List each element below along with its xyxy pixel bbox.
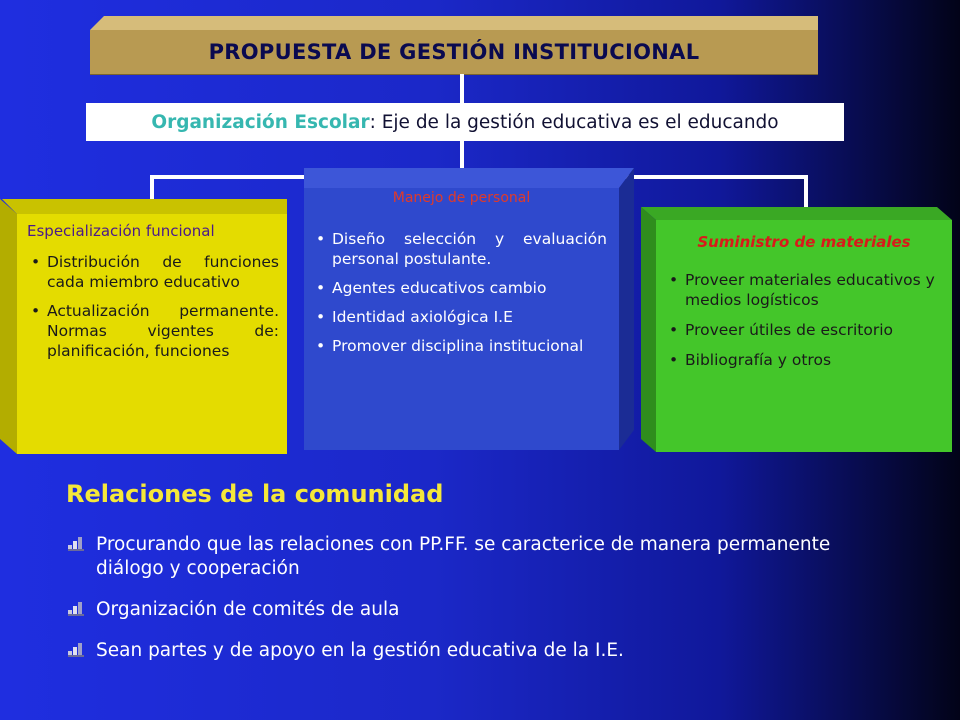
title-box-top-face — [90, 16, 818, 30]
list-item: • Proveer útiles de escritorio — [665, 320, 945, 340]
page-title: PROPUESTA DE GESTIÓN INSTITUCIONAL — [208, 40, 700, 64]
list-item: • Actualización permanente. Normas vigentes de: planificación, funciones — [27, 301, 279, 361]
box-heading: Especialización funcional — [27, 222, 215, 240]
box-heading: Manejo de personal — [392, 190, 531, 206]
list-item: • Identidad axiológica I.E — [312, 307, 607, 327]
list-item: • Bibliografía y otros — [665, 350, 945, 370]
box-especializacion-top-face — [2, 199, 287, 214]
box-manejo-content — [312, 229, 607, 365]
bullet-bars-icon — [68, 643, 84, 657]
box-suministro-side-face — [641, 207, 656, 452]
list-item — [66, 533, 866, 581]
list-item — [66, 598, 866, 622]
box-suministro-content — [665, 270, 945, 380]
list-item-text: Procurando que las relaciones con PP.FF. se caracterice de manera permanente diálogo y cooperación — [96, 534, 831, 579]
box-manejo-top-face — [304, 168, 634, 188]
list-item — [66, 639, 866, 663]
subtitle-box — [86, 103, 844, 141]
list-item: • Agentes educativos cambio — [312, 278, 607, 298]
bullet-bars-icon — [68, 537, 84, 551]
list-item: • Promover disciplina institucional — [312, 336, 607, 356]
box-especializacion-side-face — [0, 199, 17, 454]
connector-title-subtitle — [460, 74, 464, 103]
box-heading: Suministro de materiales — [697, 233, 911, 251]
subtitle-text: : Eje de la gestión educativa es el educando — [369, 111, 779, 133]
bullet-bars-icon — [68, 602, 84, 616]
subtitle-emphasis: Organización Escolar — [151, 111, 370, 133]
box-especializacion-content — [27, 222, 279, 370]
list-item: • Diseño selección y evaluación personal postulante. — [312, 229, 607, 269]
box-manejo-side-face — [619, 168, 634, 450]
list-item-text: Sean partes y de apoyo en la gestión educativa de la I.E. — [96, 640, 624, 661]
list-item: • Proveer materiales educativos y medios logísticos — [665, 270, 945, 310]
list-item: • Distribución de funciones cada miembro educativo — [27, 252, 279, 292]
section-title: Relaciones de la comunidad — [66, 480, 444, 508]
list-item-text: Organización de comités de aula — [96, 599, 400, 620]
community-list — [66, 533, 866, 680]
box-suministro-top-face — [641, 207, 952, 220]
